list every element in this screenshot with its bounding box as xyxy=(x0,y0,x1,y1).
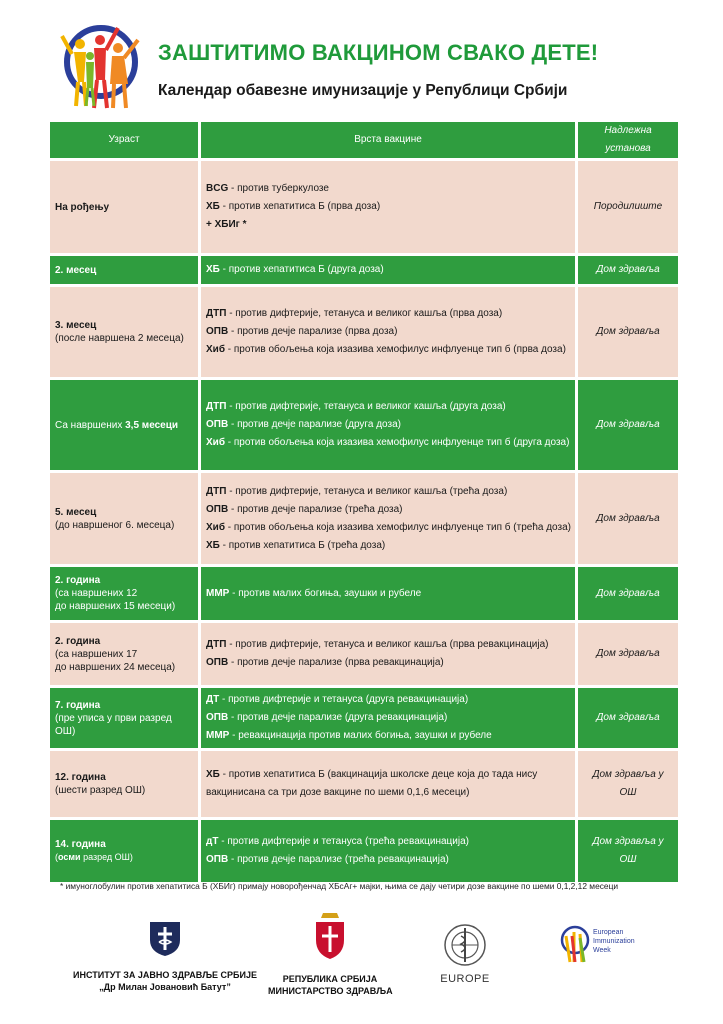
table-row xyxy=(50,287,678,377)
who-logo-block xyxy=(428,922,502,985)
table-row xyxy=(50,380,678,470)
age-sub: (осми разред ОШ) xyxy=(55,852,133,862)
age-cell xyxy=(50,751,198,817)
vaccine-cell xyxy=(201,256,575,284)
vaccine-cell xyxy=(201,380,575,470)
vaccine-line: ДТ - против дифтерије и тетануса (друга ревакцинација) xyxy=(206,694,469,705)
vaccine-line: дТ - против дифтерије и тетануса (трећа ревакцинација) xyxy=(206,836,469,847)
age-cell xyxy=(50,688,198,748)
age-main: 2. месец xyxy=(55,264,97,276)
age-main: 2. година xyxy=(55,575,101,586)
vaccine-line: ОПВ - против дечје парализе (друга ревакцинација) xyxy=(206,712,448,723)
institution-cell: Дом здравља xyxy=(578,256,678,284)
institute-name: ИНСТИТУТ ЗА ЈАВНО ЗДРАВЉЕ СРБИЈЕ xyxy=(72,970,257,980)
vaccine-line: + ХБИг * xyxy=(206,219,247,230)
vaccine-line: ХБ - против хепатитиса Б (трећа доза) xyxy=(206,539,386,551)
vaccine-line: ХБ - против хепатитиса Б (вакцинација школске деце која до тада нису xyxy=(206,769,538,780)
vaccine-cell xyxy=(201,820,575,882)
vaccine-cell xyxy=(201,161,575,253)
vaccine-line: ОПВ - против дечје парализе (прва доза) xyxy=(206,326,398,337)
vaccine-line: Хиб - против обољења која изазива хемофилус инфлуенце тип б (прва доза) xyxy=(206,344,566,355)
vaccine-line: ОПВ - против дечје парализе (друга доза) xyxy=(206,419,401,430)
institution-cell: Дом здравља xyxy=(578,567,678,620)
age-sub: (са навршених 17 xyxy=(55,648,138,660)
vaccine-line: ОПВ - против дечје парализе (трећа доза) xyxy=(206,503,403,515)
table-row xyxy=(50,820,678,882)
institution-cell: Дом здравља xyxy=(578,473,678,564)
vaccine-line: ДТП - против дифтерије, тетануса и великог кашља (прва доза) xyxy=(206,308,503,319)
age-sub: (до навршеног 6. месеца) xyxy=(55,519,175,531)
age-cell xyxy=(50,161,198,253)
ministry-line2: МИНИСТАРСТВО ЗДРАВЉА xyxy=(268,986,393,996)
age-main: На рођењу xyxy=(55,201,110,213)
eiw-label: European Immunization Week xyxy=(593,929,635,954)
children-logo-icon xyxy=(58,22,144,112)
age-cell xyxy=(50,287,198,377)
vaccine-line: ДТП - против дифтерије, тетануса и великог кашља (прва ревакцинација) xyxy=(206,639,549,650)
ministry-line1: РЕПУБЛИКА СРБИЈА xyxy=(282,974,378,984)
age-sub: (после навршена 2 месеца) xyxy=(55,333,184,344)
institution-cell: Дом здравља у ОШ xyxy=(578,820,678,882)
age-cell xyxy=(50,256,198,284)
table-row xyxy=(50,256,678,284)
poster-header xyxy=(0,0,723,118)
institute-shield-icon xyxy=(148,920,182,958)
vaccine-cell xyxy=(201,287,575,377)
age-sub: до навршених 15 месеци) xyxy=(55,601,176,612)
column-header-age: Узраст xyxy=(50,122,198,158)
age-main: 7. година xyxy=(55,699,101,711)
institution-cell: Дом здравља xyxy=(578,688,678,748)
ministry-logo-block xyxy=(268,912,392,997)
vaccine-line: ОПВ - против дечје парализе (прва ревакцинација) xyxy=(206,657,444,668)
vaccine-cell xyxy=(201,473,575,564)
vaccine-line: Хиб - против обољења која изазива хемофилус инфлуенце тип б (трећа доза) xyxy=(206,521,571,533)
vaccine-cell xyxy=(201,567,575,620)
table-row xyxy=(50,567,678,620)
age-sub: до навршених 24 месеца) xyxy=(55,661,176,673)
age-cell xyxy=(50,380,198,470)
vaccine-line: ММР - ревакцинација против малих богиња, заушки и рубеле xyxy=(206,730,492,741)
vaccine-cell xyxy=(201,623,575,685)
vaccine-cell xyxy=(201,688,575,748)
vaccine-line: Хиб - против обољења која изазива хемофилус инфлуенце тип б (друга доза) xyxy=(206,437,570,448)
eiw-logo-block xyxy=(560,922,660,966)
age-cell xyxy=(50,473,198,564)
age-sub: (шести разред ОШ) xyxy=(55,785,146,796)
vaccine-line: ХБ - против хепатитиса Б (друга доза) xyxy=(206,264,384,275)
institution-cell: Дом здравља у ОШ xyxy=(578,751,678,817)
vaccine-line: BCG - против туберкулозе xyxy=(206,183,329,194)
institution-cell: Дом здравља xyxy=(578,287,678,377)
vaccine-cell xyxy=(201,751,575,817)
table-header-row xyxy=(50,122,678,158)
vaccine-line: ММР - против малих богиња, заушки и рубеле xyxy=(206,587,422,599)
table-row xyxy=(50,688,678,748)
immunization-table xyxy=(47,119,681,885)
vaccine-line: ДТП - против дифтерије, тетануса и великог кашља (друга доза) xyxy=(206,401,506,412)
age-sub: (пре уписа у први разред ОШ) xyxy=(55,712,172,737)
column-header-vaccine: Врста вакцине xyxy=(201,122,575,158)
age-cell xyxy=(50,820,198,882)
age-main: 3. месец xyxy=(55,320,97,331)
eiw-children-icon xyxy=(560,922,590,966)
vaccine-line: ДТП - против дифтерије, тетануса и великог кашља (трећа доза) xyxy=(206,485,508,497)
table-row xyxy=(50,161,678,253)
table-row xyxy=(50,751,678,817)
column-header-institution: Надлежна установа xyxy=(578,122,678,158)
age-main: 14. година xyxy=(55,839,106,850)
who-emblem-icon xyxy=(442,922,488,968)
age-main: 2. година xyxy=(55,635,101,647)
vaccine-line: ХБ - против хепатитиса Б (прва доза) xyxy=(206,201,381,212)
institution-cell: Дом здравља xyxy=(578,380,678,470)
vaccine-line: ОПВ - против дечје парализе (трећа ревакцинација) xyxy=(206,854,449,865)
who-europe-label: EUROPE xyxy=(440,973,490,985)
institution-cell: Дом здравља xyxy=(578,623,678,685)
table-row xyxy=(50,623,678,685)
institution-cell: Породилиште xyxy=(578,161,678,253)
age-main: 5. месец xyxy=(55,506,97,518)
serbia-coat-of-arms-icon xyxy=(313,912,347,960)
footnote: * имуноглобулин против хепатитиса Б (ХБИг) примају новорођенчад ХБсАг+ мајки, њима се дају четири дозе вакцине по шеми 0,1,2,12 месеци xyxy=(60,881,619,891)
institute-subname: „Др Милан Јовановић Батут” xyxy=(99,982,231,992)
table-row xyxy=(50,473,678,564)
poster-subtitle: Календар обавезне имунизације у Републици Србији xyxy=(158,82,568,99)
institute-logo-block xyxy=(70,920,260,993)
age-main: 12. година xyxy=(55,772,106,783)
poster-title: ЗАШТИТИМО ВАКЦИНОМ СВАКО ДЕТЕ! xyxy=(158,40,599,65)
age-cell xyxy=(50,623,198,685)
vaccine-line: вакцинисана са три дозе вакцине по шеми 0,1,6 месеци) xyxy=(206,787,470,798)
age-sub: (са навршених 12 xyxy=(55,588,138,599)
age-main: Са навршених 3,5 месеци xyxy=(55,419,179,431)
age-cell xyxy=(50,567,198,620)
